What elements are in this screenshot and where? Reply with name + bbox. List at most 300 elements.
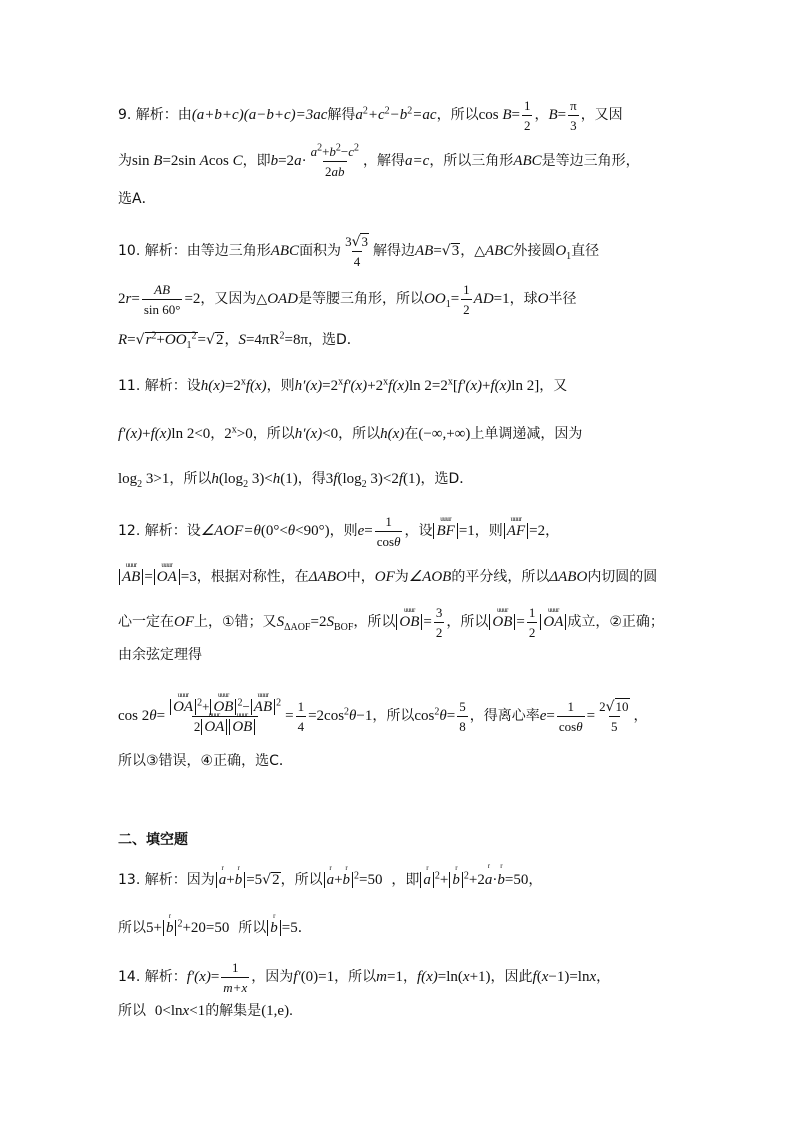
math-text: = xyxy=(144,569,153,585)
vector xyxy=(122,561,141,585)
math-text: = xyxy=(285,708,294,724)
math-variable: x xyxy=(589,969,597,985)
math-text: ln 2=2 xyxy=(408,378,448,394)
fraction xyxy=(457,696,468,736)
math-text: ln 2] xyxy=(511,378,540,394)
section-heading xyxy=(118,817,698,861)
math-text: =50 xyxy=(359,872,383,888)
math-text: +20=50 xyxy=(182,920,230,936)
math-variable: ∠AOB xyxy=(408,569,452,585)
math-text: (1) xyxy=(280,471,298,487)
line-content xyxy=(118,231,599,271)
math-text: =2 xyxy=(310,614,327,630)
vector-arrow-mark: uuur xyxy=(236,711,248,719)
superscript: 2 xyxy=(279,330,285,342)
math-text: (0°< xyxy=(260,523,288,539)
math-text: = xyxy=(511,107,520,123)
math-text: <0 xyxy=(322,426,339,442)
math-text: = xyxy=(586,708,596,724)
subscript: ΔAOF xyxy=(284,621,311,633)
superscript: 2 xyxy=(463,870,469,882)
text-run: 13. 解析：因为 xyxy=(118,872,215,888)
math-variable: OO xyxy=(424,291,446,307)
text-run: ，所以 xyxy=(252,426,295,442)
math-variable: ab xyxy=(331,164,345,179)
math-text: 1 xyxy=(528,605,536,620)
solution-14-line-2 xyxy=(118,989,698,1033)
math-variable: +c xyxy=(367,107,385,123)
math-variable: b xyxy=(329,144,336,159)
math-text: 2 xyxy=(523,118,531,133)
line-content xyxy=(118,561,658,587)
math-variable: f′(x) xyxy=(118,426,143,442)
superscript: 2 xyxy=(407,105,413,117)
text-run: 所以 xyxy=(229,920,267,936)
absolute-value xyxy=(267,912,281,936)
math-variable: m xyxy=(376,969,387,985)
math-variable: x xyxy=(541,969,549,985)
vector-name: a xyxy=(326,872,335,888)
math-variable: f′(x) xyxy=(457,378,482,394)
math-text: =2 xyxy=(278,153,295,169)
math-text: =3 xyxy=(180,569,197,585)
math-text: π xyxy=(570,98,577,113)
absolute-value xyxy=(119,561,143,585)
absolute-value xyxy=(324,864,353,888)
math-variable: θ xyxy=(349,708,357,724)
superscript: 2 xyxy=(434,870,440,882)
text-run: ， xyxy=(224,332,239,348)
math-text: cos xyxy=(208,153,233,169)
text-run: ，则 xyxy=(329,523,358,539)
solution-13-line-2 xyxy=(118,906,698,950)
math-text: 1 xyxy=(297,699,305,714)
math-text: 1 xyxy=(523,98,531,113)
math-text: =2 xyxy=(529,523,546,539)
superscript: x xyxy=(447,376,453,388)
math-variable: r xyxy=(145,332,152,348)
math-text: 8 xyxy=(459,719,466,734)
text-run: 所以 xyxy=(118,1003,155,1019)
line-content xyxy=(118,1001,293,1021)
math-text: 2 xyxy=(193,719,201,734)
math-variable: AB xyxy=(154,282,171,297)
math-text: = xyxy=(131,291,140,307)
math-text: + xyxy=(142,426,151,442)
math-text: =8π xyxy=(284,332,309,348)
vector-name: b xyxy=(342,872,351,888)
solution-12-line-4 xyxy=(118,633,698,677)
vector-name: b xyxy=(497,872,505,888)
math-text: =50 xyxy=(504,872,529,888)
text-run: 所以③错误，④正确，选C． xyxy=(118,753,293,769)
math-text: (0)=1 xyxy=(300,969,335,985)
math-text: = xyxy=(156,708,166,724)
absolute-value xyxy=(229,711,255,735)
math-text: 3 xyxy=(435,605,443,620)
math-text: 5 xyxy=(611,719,618,734)
superscript: 2 xyxy=(354,142,360,154)
math-text: sin 60° xyxy=(143,302,181,317)
fraction xyxy=(375,511,403,551)
math-text: =1 xyxy=(493,291,510,307)
text-run: ，因此 xyxy=(490,969,533,985)
math-variable: h′(x) xyxy=(294,378,323,394)
vector-arrow-mark: r xyxy=(426,864,429,872)
text-run: 外接圆 xyxy=(513,243,556,259)
absolute-value xyxy=(201,711,227,735)
math-text: sin xyxy=(132,153,154,169)
square-root xyxy=(136,330,198,351)
absolute-value xyxy=(540,606,566,630)
absolute-value xyxy=(154,561,180,585)
math-variable: a xyxy=(310,144,318,159)
fraction-denominator xyxy=(568,115,579,135)
fraction xyxy=(142,279,183,319)
fraction-numerator xyxy=(527,602,538,622)
solution-11-line-3 xyxy=(118,457,698,501)
vector xyxy=(326,864,335,888)
text-run: 10. 解析：由等边三角形 xyxy=(118,243,271,259)
math-variable: e xyxy=(539,708,547,724)
math-text: 5+ xyxy=(146,920,162,936)
math-variable: f′(x) xyxy=(186,969,211,985)
text-run: 心一定在 xyxy=(118,614,174,630)
line-content xyxy=(118,751,293,771)
fraction xyxy=(568,95,579,135)
math-variable: ABC xyxy=(484,243,514,259)
math-variable: f xyxy=(532,969,537,985)
math-text: 1 xyxy=(232,960,239,975)
text-run: ，所以 xyxy=(169,471,212,487)
math-variable: ABC xyxy=(270,243,300,259)
math-text: =2 xyxy=(322,378,339,394)
math-variable: AB xyxy=(414,243,434,259)
line-content xyxy=(118,376,567,396)
text-run: ，即 xyxy=(242,153,271,169)
subscript: BOF xyxy=(333,621,354,633)
math-variable: c xyxy=(348,144,355,159)
text-run: ，所以 xyxy=(338,426,381,442)
superscript: 2 xyxy=(276,697,282,709)
math-variable: x xyxy=(462,969,470,985)
fraction-denominator xyxy=(461,299,472,319)
superscript: 2 xyxy=(354,870,360,882)
math-text: 4 xyxy=(297,719,305,734)
text-run: ，则 xyxy=(474,523,503,539)
solution-12-line-6 xyxy=(118,739,698,783)
vector xyxy=(484,862,493,890)
vector-arrow-mark: r xyxy=(237,864,240,872)
math-text: =1 xyxy=(386,969,403,985)
math-text: <90°) xyxy=(295,523,330,539)
math-text: = xyxy=(516,614,525,630)
solution-13-line-1 xyxy=(118,858,698,902)
text-run: ，所以 xyxy=(280,872,323,888)
math-variable: h′(x) xyxy=(294,426,323,442)
vector-name: b xyxy=(234,872,243,888)
solution-12-line-2 xyxy=(118,555,698,599)
text-run: ，又因 xyxy=(580,107,623,123)
line-content xyxy=(118,279,576,319)
math-variable: a=c xyxy=(405,153,430,169)
vector-arrow-mark: uuur xyxy=(208,711,220,719)
superscript: 2 xyxy=(434,706,440,718)
math-text: = xyxy=(446,708,456,724)
solution-10-line-2 xyxy=(118,277,698,321)
fraction-denominator xyxy=(609,716,620,736)
math-text: =5 xyxy=(281,920,298,936)
math-text: = xyxy=(546,708,555,724)
text-run: ，设 xyxy=(404,523,433,539)
math-text: + xyxy=(439,872,449,888)
math-text: = xyxy=(423,614,432,630)
superscript: x xyxy=(338,376,344,388)
text-run: 的解集是 xyxy=(205,1003,262,1019)
math-text: 3 xyxy=(325,471,334,487)
superscript: 2 xyxy=(197,697,203,709)
math-variable: θ xyxy=(576,719,583,734)
math-text: 3>1 xyxy=(142,471,170,487)
vector xyxy=(342,864,351,888)
line-content xyxy=(118,511,559,551)
fraction-numerator xyxy=(152,279,172,299)
vector xyxy=(492,606,513,630)
math-variable: B xyxy=(153,153,163,169)
superscript: x xyxy=(383,376,389,388)
superscript: 2 xyxy=(191,330,197,342)
text-run: 的平分线，所以 xyxy=(451,569,550,585)
vector xyxy=(218,864,227,888)
math-variable: (a+b+c)(a−b+c)=3ac xyxy=(191,107,328,123)
vector-arrow-mark: uuur xyxy=(440,515,452,523)
math-variable: ΔABO xyxy=(308,569,347,585)
text-run: ，所以三角形 xyxy=(429,153,514,169)
text-run: 解得边 xyxy=(372,243,415,259)
math-text: + xyxy=(334,872,343,888)
subscript: 1 xyxy=(186,339,192,351)
text-run: 在 xyxy=(404,426,419,442)
math-text: + xyxy=(226,872,235,888)
text-run: 为 xyxy=(394,569,409,585)
solution-10-line-3 xyxy=(118,318,698,362)
vector xyxy=(270,912,278,936)
fraction-numerator xyxy=(383,511,394,531)
text-run: 内切圆的圆 xyxy=(587,569,658,585)
vector-name: AB xyxy=(122,569,141,585)
math-text: +2 xyxy=(367,378,384,394)
superscript: 2 xyxy=(237,697,243,709)
vector xyxy=(506,515,526,539)
vector-arrow-mark: uuur xyxy=(547,606,559,614)
line-content xyxy=(118,912,312,938)
fraction-denominator xyxy=(457,716,468,736)
vector-name: OB xyxy=(399,614,420,630)
vector-arrow-mark: uuur xyxy=(510,515,522,523)
superscript: 2 xyxy=(317,142,323,154)
text-run: 12. 解析：设 xyxy=(118,523,201,539)
vector-name: b xyxy=(165,920,174,936)
text-run: ，则 xyxy=(266,378,295,394)
math-text: +2 xyxy=(468,872,485,888)
text-run: 选A． xyxy=(118,191,156,207)
vector-name: AB xyxy=(253,699,273,715)
math-text: − xyxy=(242,699,250,714)
math-variable: a xyxy=(294,153,302,169)
math-text: 3 xyxy=(345,234,352,249)
math-variable: f(x) xyxy=(150,426,172,442)
vector-arrow-mark: r xyxy=(329,864,332,872)
absolute-value xyxy=(163,912,177,936)
math-text: = xyxy=(450,291,460,307)
vector-arrow-mark: uuur xyxy=(161,561,173,569)
absolute-value xyxy=(433,515,457,539)
math-variable: θ xyxy=(287,523,296,539)
text-run: ，因为 xyxy=(251,969,294,985)
math-variable: AD xyxy=(473,291,494,307)
math-text: (1,e). xyxy=(261,1003,293,1019)
line-content xyxy=(118,141,640,181)
text-run: ， xyxy=(633,708,648,724)
fraction xyxy=(522,95,533,135)
solution-10-line-1 xyxy=(118,229,698,273)
math-variable: ABC xyxy=(513,153,542,169)
math-text: + xyxy=(202,699,210,714)
text-run: 9. 解析：由 xyxy=(118,107,192,123)
math-text: + xyxy=(156,332,165,348)
math-variable: b xyxy=(270,153,279,169)
superscript: 2 xyxy=(344,706,350,718)
math-variable: h xyxy=(211,471,219,487)
vector xyxy=(399,606,420,630)
line-content xyxy=(118,95,623,135)
math-text: ln 2<0 xyxy=(171,426,211,442)
math-text: cos xyxy=(376,534,395,549)
vector-arrow-mark: uuur xyxy=(496,606,508,614)
math-variable: OAD xyxy=(267,291,299,307)
math-text: =2 xyxy=(184,291,201,307)
math-variable: θ xyxy=(439,708,447,724)
math-text: =ln( xyxy=(437,969,463,985)
vector-arrow-mark: r xyxy=(221,864,224,872)
fraction-numerator xyxy=(230,957,241,977)
math-variable: O xyxy=(537,291,549,307)
line-content xyxy=(118,862,543,890)
vector-name: BF xyxy=(436,523,455,539)
math-text: 0<ln xyxy=(154,1003,183,1019)
fraction xyxy=(597,696,631,736)
math-text: · xyxy=(492,872,498,888)
math-text: = xyxy=(197,332,207,348)
text-run: ， xyxy=(210,426,225,442)
math-variable: m+x xyxy=(223,980,248,995)
math-variable: h(x) xyxy=(200,378,225,394)
vector-arrow-mark: r xyxy=(345,864,348,872)
vector-arrow-mark: uuur xyxy=(218,691,229,699)
math-text: [ xyxy=(452,378,458,394)
line-content xyxy=(118,330,361,350)
absolute-value xyxy=(251,691,275,715)
math-variable: OF xyxy=(374,569,395,585)
math-text: 2 xyxy=(224,426,232,442)
subscript: 2 xyxy=(137,478,143,490)
vector xyxy=(165,912,174,936)
radicand xyxy=(615,698,630,715)
superscript: 2 xyxy=(177,918,183,930)
text-run: ， xyxy=(528,872,543,888)
vector-name: OB xyxy=(492,614,513,630)
math-variable: A xyxy=(199,153,209,169)
fraction-denominator xyxy=(557,716,585,736)
math-text: −1)=ln xyxy=(548,969,590,985)
vector xyxy=(234,864,243,888)
math-variable: R xyxy=(118,332,128,348)
math-text: = xyxy=(210,969,220,985)
absolute-value xyxy=(396,606,422,630)
math-text: 2 xyxy=(325,164,332,179)
math-text: =1 xyxy=(458,523,475,539)
math-text: +1) xyxy=(469,969,491,985)
text-run: ，△ xyxy=(460,243,485,259)
vector-name: OA xyxy=(543,614,564,630)
fraction xyxy=(296,696,307,736)
vector xyxy=(497,862,505,890)
math-text: log xyxy=(118,471,138,487)
math-text: >0 xyxy=(236,426,253,442)
math-variable: f(x) xyxy=(245,378,267,394)
radicand xyxy=(271,872,281,888)
text-run: 上，①错；又 xyxy=(194,614,277,630)
math-text: 4 xyxy=(353,254,361,269)
math-text: 10 xyxy=(615,699,629,714)
absolute-value xyxy=(489,606,515,630)
math-variable: O xyxy=(555,243,567,259)
radicand xyxy=(145,330,198,351)
vector-name: a xyxy=(423,872,431,888)
fraction-numerator xyxy=(434,602,445,622)
fraction xyxy=(461,279,472,319)
vector xyxy=(156,561,177,585)
square-root xyxy=(262,872,280,888)
solution-11-line-1 xyxy=(118,364,698,408)
line-content xyxy=(118,645,202,665)
text-run: ，根据对称性，在 xyxy=(196,569,309,585)
fraction-numerator xyxy=(565,696,576,716)
text-run: ，球 xyxy=(509,291,538,307)
solution-9-line-1 xyxy=(118,93,698,137)
radicand xyxy=(360,233,369,250)
math-variable: ΔABO xyxy=(549,569,588,585)
math-text: · xyxy=(301,153,307,169)
vector-name: a xyxy=(218,872,227,888)
vector-arrow-mark: uuur xyxy=(177,691,189,699)
subscript: 1 xyxy=(445,298,451,310)
text-run: ，解得 xyxy=(363,153,406,169)
fraction xyxy=(309,141,361,181)
text-run: 是等边三角形， xyxy=(541,153,640,169)
math-text: = xyxy=(364,523,373,539)
math-text: + xyxy=(322,144,330,159)
fraction-numerator xyxy=(343,231,371,251)
math-variable: =ac xyxy=(412,107,437,123)
math-variable: f(x) xyxy=(388,378,409,394)
math-text: = xyxy=(557,107,567,123)
math-text: 2 xyxy=(272,872,280,888)
vector xyxy=(543,606,564,630)
text-run: ，所以 xyxy=(334,969,377,985)
math-text: 3)<2 xyxy=(366,471,399,487)
fraction-numerator xyxy=(309,141,361,161)
